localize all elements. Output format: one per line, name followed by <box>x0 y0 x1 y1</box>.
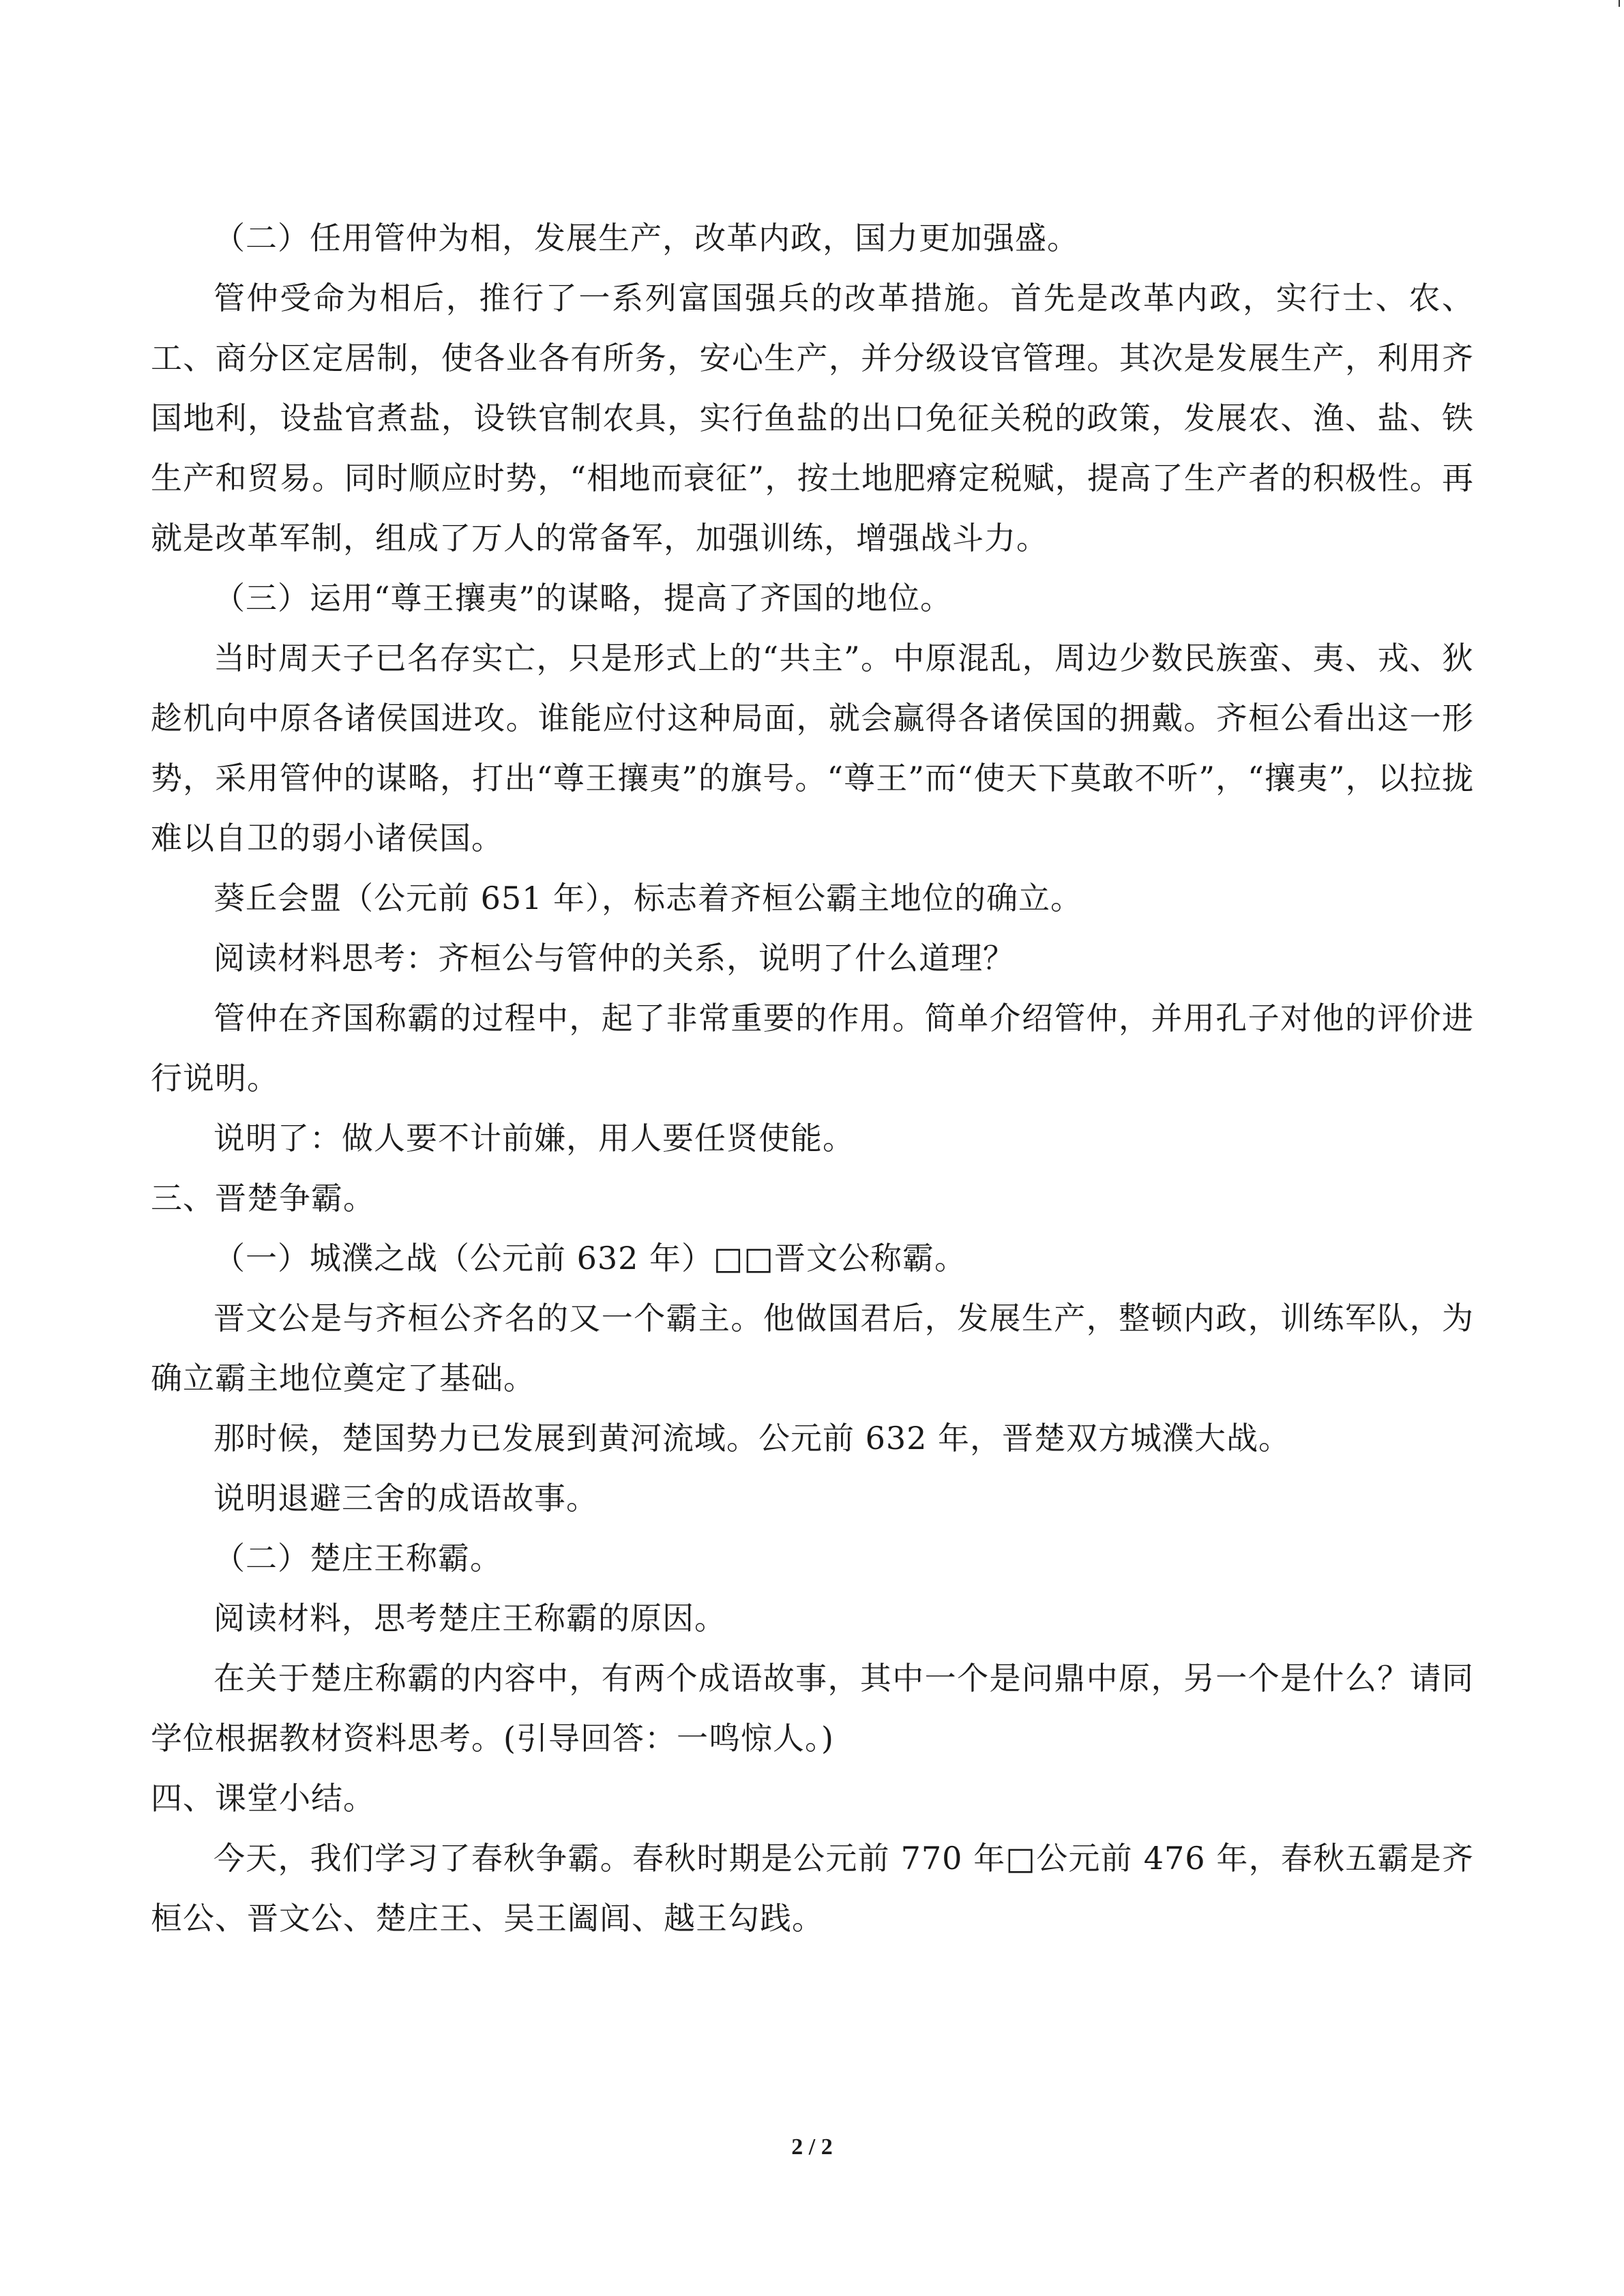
paragraph-guanzhong-reforms: 管仲受命为相后，推行了一系列富国强兵的改革措施。首先是改革内政，实行士、农、工、商分区定居制，使各业各有所务，安心生产，并分级设官管理。其次是发展生产，利用齐国地利，设盐官煮盐，设铁官制农具，实行鱼盐的出口免征关税的政策，发展农、渔、盐、铁生产和贸易。同时顺应时势，“相地而衰征”，按土地肥瘠定税赋，提高了生产者的积极性。再就是改革军制，组成了万人的常备军，加强训练，增强战斗力。 <box>151 280 1474 556</box>
paragraph-tuibi-sanshe: 说明退避三舍的成语故事。 <box>213 1480 598 1517</box>
paragraph-zunwang-rangyi: 当时周天子已名存实亡，只是形式上的“共主”。中原混乱，周边少数民族蛮、夷、戎、狄趁机向中原各诸侯国进攻。谁能应付这种局面，就会赢得各诸侯国的拥戴。齐桓公看出这一形势，采用管仲的谋略，打出“尊王攘夷”的旗号。“尊王”而“使天下莫敢不听”，“攘夷”，以拉拢难以自卫的弱小诸侯国。 <box>151 640 1474 856</box>
subheading-guanzhong: （二）任用管仲为相，发展生产，改革内政，国力更加强盛。 <box>213 220 1079 256</box>
subheading-chu-zhuangwang: （二）楚庄王称霸。 <box>213 1540 502 1577</box>
paragraph-lesson: 说明了：做人要不计前嫌，用人要任贤使能。 <box>213 1120 855 1157</box>
paragraph-summary: 今天，我们学习了春秋争霸。春秋时期是公元前 770 年□公元前 476 年，春秋五霸是齐桓公、晋文公、楚庄王、吴王阖闾、越王勾践。 <box>151 1840 1474 1937</box>
subheading-chengpu-battle: （一）城濮之战（公元前 632 年）□□晋文公称霸。 <box>213 1240 966 1277</box>
section-heading-summary: 四、课堂小结。 <box>151 1780 375 1817</box>
document-body <box>151 208 1474 1948</box>
paragraph-reading-chu: 阅读材料，思考楚庄王称霸的原因。 <box>213 1600 726 1637</box>
paragraph-guanzhong-role: 管仲在齐国称霸的过程中，起了非常重要的作用。简单介绍管仲，并用孔子对他的评价进行说明。 <box>151 1000 1474 1097</box>
paragraph-jin-wengong: 晋文公是与齐桓公齐名的又一个霸主。他做国君后，发展生产，整顿内政，训练军队，为确立霸主地位奠定了基础。 <box>151 1300 1474 1397</box>
paragraph-kuiqiu-alliance: 葵丘会盟（公元前 651 年），标志着齐桓公霸主地位的确立。 <box>213 880 1083 916</box>
page-number: 2 / 2 <box>791 2134 833 2160</box>
paragraph-reading-question: 阅读材料思考：齐桓公与管仲的关系，说明了什么道理？ <box>213 940 1015 976</box>
paragraph-chu-power: 那时候，楚国势力已发展到黄河流域。公元前 632 年，晋楚双方城濮大战。 <box>213 1420 1291 1457</box>
subheading-zunwang-rangyi: （三）运用“尊王攘夷”的谋略，提高了齐国的地位。 <box>213 580 953 616</box>
section-heading-jin-chu: 三、晋楚争霸。 <box>151 1180 375 1217</box>
paragraph-idiom-stories: 在关于楚庄称霸的内容中，有两个成语故事，其中一个是问鼎中原，另一个是什么？请同学位根据教材资料思考。(引导回答：一鸣惊人。) <box>151 1660 1474 1757</box>
page-corner-mark <box>1619 0 1624 7</box>
